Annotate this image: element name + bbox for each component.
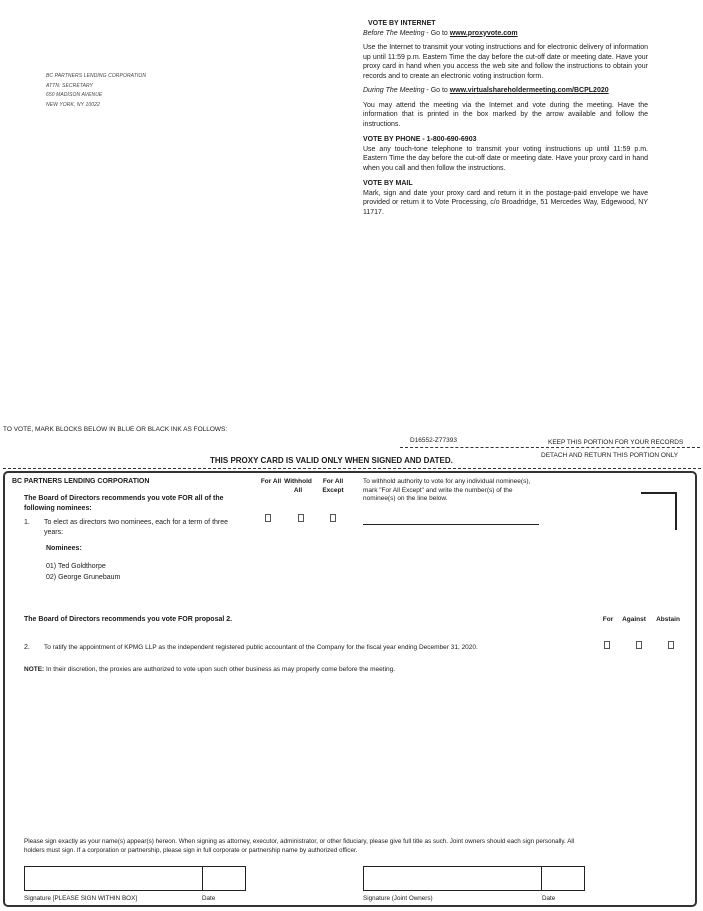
mark-instruction: TO VOTE, MARK BLOCKS BELOW IN BLUE OR BLACK INK AS FOLLOWS:	[3, 426, 228, 433]
date-label-primary: Date	[202, 895, 216, 902]
signature-date-divider	[202, 867, 203, 890]
nominees-label: Nominees:	[46, 545, 82, 552]
proxyvote-link[interactable]: www.proxyvote.com	[449, 29, 518, 37]
nominee-number: 02)	[46, 574, 57, 581]
proposal-2-for-checkbox[interactable]	[604, 641, 610, 649]
for-all-checkbox[interactable]	[265, 514, 271, 522]
during-meeting-separator: - Go to	[424, 87, 450, 94]
signature-box-primary[interactable]	[24, 866, 246, 891]
mail-heading: VOTE BY MAIL	[363, 180, 413, 187]
card-company: BC PARTNERS LENDING CORPORATION	[12, 478, 150, 485]
proposal-2-against-checkbox[interactable]	[636, 641, 642, 649]
proposal-2-number: 2.	[24, 644, 30, 651]
col-header-against: Against	[622, 616, 646, 623]
before-meeting-separator: - Go to	[424, 29, 450, 37]
date-label-joint: Date	[542, 895, 556, 902]
virtual-meeting-link[interactable]: www.virtualshareholdermeeting.com/BCPL2020	[449, 87, 609, 94]
col-header-for: For	[602, 616, 614, 623]
nominee-name: George Grunebaum	[58, 574, 121, 581]
control-number: D16552-Z77393	[410, 437, 457, 444]
phone-body: Use any touch-tone telephone to transmit your voting instructions up until 11:59 p.m. Eastern Time the day before the cut-off date or meeting date. Have your proxy card in hand when you call and then follow the instructions.	[363, 145, 648, 172]
for-all-except-checkbox[interactable]	[330, 514, 336, 522]
col-header-for-all-except: For All Except	[322, 478, 344, 494]
note	[24, 665, 395, 675]
return-address-street: 650 MADISON AVENUE	[46, 92, 103, 99]
proxy-card	[3, 471, 697, 907]
internet-during-line	[363, 86, 648, 96]
corner-marker-icon	[641, 492, 677, 530]
nominee-row	[46, 573, 120, 583]
signature-box-joint[interactable]	[363, 866, 585, 891]
withhold-all-checkbox[interactable]	[298, 514, 304, 522]
voting-instructions	[363, 19, 648, 217]
return-address-company: BC PARTNERS LENDING CORPORATION	[46, 73, 147, 79]
return-address	[46, 72, 146, 111]
withhold-instruction: To withhold authority to vote for any individual nominee(s), mark "For All Except" and write the number(s) of the nominee(s) on the line below.	[363, 478, 531, 502]
proposal-1-text: To elect as directors two nominees, each for a term of three years:	[44, 519, 229, 536]
board-recommendation-1: The Board of Directors recommends you vote FOR all of the following nominees:	[24, 495, 224, 512]
keep-cut-line	[400, 447, 700, 448]
nominee-number: 01)	[46, 563, 57, 570]
signature-date-divider	[541, 867, 542, 890]
note-label: NOTE:	[24, 666, 45, 673]
during-meeting-body: You may attend the meeting via the Internet and vote during the meeting. Have the information that is printed in the box marked by the arrow available and follow the instructions.	[363, 101, 648, 128]
nominee-row	[46, 562, 106, 572]
proposal-2-text: To ratify the appointment of KPMG LLP as the independent registered public accountant of the Company for the fiscal year ending December 31, 2020.	[44, 644, 478, 651]
signature-label-joint: Signature (Joint Owners)	[363, 895, 433, 902]
col-header-for-all: For All	[260, 478, 282, 485]
detach-cut-line	[3, 468, 701, 469]
exception-write-line[interactable]	[363, 524, 539, 525]
col-header-abstain: Abstain	[656, 616, 680, 623]
phone-heading: VOTE BY PHONE - 1-800-690-6903	[363, 136, 477, 143]
return-address-city: NEW YORK, NY 10022	[46, 102, 100, 109]
internet-body: Use the Internet to transmit your voting instructions and for electronic delivery of information up until 11:59 p.m. Eastern Time the day before the cut-off date or meeting date. Have your proxy card in hand when you access the web site and follow the instructions to obtain your records and to create an electronic voting instruction form.	[363, 44, 648, 80]
board-recommendation-2: The Board of Directors recommends you vote FOR proposal 2.	[24, 616, 233, 623]
internet-heading: VOTE BY INTERNET	[368, 20, 436, 27]
valid-notice: THIS PROXY CARD IS VALID ONLY WHEN SIGNED AND DATED.	[210, 456, 453, 465]
mail-body: Mark, sign and date your proxy card and return it in the postage-paid envelope we have provided or return it to Vote Processing, c/o Broadridge, 51 Mercedes Way, Edgewood, NY 11717.	[363, 189, 648, 216]
return-address-attn: ATTN: SECRETARY	[46, 82, 93, 89]
during-meeting-label: During The Meeting	[363, 87, 425, 94]
note-text: In their discretion, the proxies are authorized to vote upon such other business as may properly come before the meeting.	[44, 666, 396, 673]
proposal-1-number: 1.	[24, 519, 30, 526]
signature-label-primary: Signature [PLEASE SIGN WITHIN BOX]	[24, 895, 138, 902]
proposal-2-abstain-checkbox[interactable]	[668, 641, 674, 649]
internet-before-line	[363, 29, 648, 39]
before-meeting-label: Before The Meeting	[363, 29, 425, 37]
detach-portion-label: DETACH AND RETURN THIS PORTION ONLY	[541, 452, 679, 459]
keep-portion-label: KEEP THIS PORTION FOR YOUR RECORDS	[548, 439, 684, 446]
sign-instruction: Please sign exactly as your name(s) appear(s) hereon. When signing as attorney, executor, administrator, or other fiduciary, please give full title as such. Joint owners should each sign personally. All holders must sign. If a corporation or partnership, please sign in full corporate or partnership name by authorized officer.	[24, 838, 575, 854]
col-header-withhold-all: Withhold All	[284, 478, 312, 494]
nominee-name: Ted Goldthorpe	[57, 563, 106, 570]
